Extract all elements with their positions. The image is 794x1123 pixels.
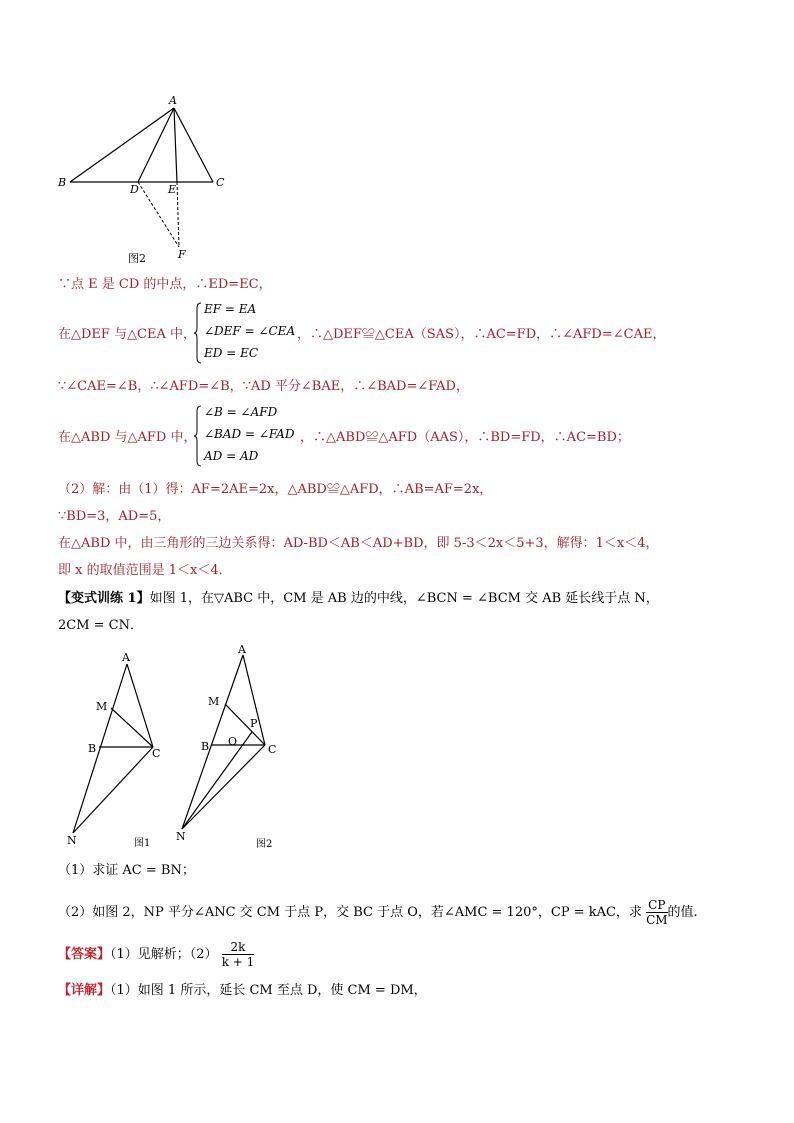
left-brace-icon (194, 302, 202, 364)
figure-1-triangle (60, 648, 170, 853)
brace2-row1: ∠B = ∠AFD (204, 405, 278, 419)
question-1: （1）求证 AC = BN； (58, 863, 195, 878)
line-3: ∵∠CAE=∠B，∴∠AFD=∠B，∵AD 平分∠BAE，∴∠BAD=∠FAD， (58, 379, 469, 394)
fig2b-label-C: C (268, 743, 277, 756)
question-2 (58, 898, 698, 927)
fig2b-label-B: B (201, 740, 210, 753)
answer-numerator: 2k (222, 940, 255, 955)
fig2-caption: 图2 (128, 252, 146, 265)
fraction-denominator: CM (646, 913, 668, 927)
answer-denominator: k + 1 (221, 955, 255, 969)
answer-line (58, 940, 254, 969)
question-2-tail: 的值. (667, 905, 698, 920)
exercise-line (58, 590, 659, 608)
brace-system-1 (194, 302, 304, 364)
fig2b-label-P: P (250, 717, 258, 730)
line-4-prefix: 在△ABD 与△AFD 中， (58, 430, 197, 445)
brace1-row3: ED = EC (204, 346, 259, 360)
exercise-line-2: 2CM = CN． (58, 618, 144, 633)
line-6: ∵BD=3，AD=5， (58, 509, 171, 524)
brace1-row2: ∠DEF = ∠CEA (204, 324, 296, 338)
answer-tag: 【答案】 (58, 947, 111, 962)
line-5: （2）解：由（1）得：AF=2AE=2x，△ABD≌△AFD，∴AB=AF=2x， (58, 482, 493, 497)
fraction-numerator: CP (646, 898, 667, 913)
figure-2-triangle-b (168, 643, 288, 853)
fig2b-caption: 图2 (256, 839, 273, 850)
line-8: 即 x 的取值范围是 1＜x＜4． (58, 563, 232, 578)
fig1-caption: 图1 (134, 838, 151, 849)
fig2b-label-O: O (228, 735, 238, 748)
line-7: 在△ABD 中，由三角形的三边关系得：AD-BD＜AB＜AD+BD，即 5-3＜2x＜5+3，解得：1＜x＜4， (58, 536, 659, 551)
brace1-row1: EF = EA (204, 302, 257, 316)
exercise-text: 如图 1，在▽ABC 中，CM 是 AB 边的中线，∠BCN = ∠BCM 交 AB 延长线于点 N， (149, 591, 659, 606)
detail-line (58, 982, 427, 1000)
fig2-label-B: B (58, 176, 67, 189)
line-2-prefix: 在△DEF 与△CEA 中， (58, 327, 197, 342)
fig2b-label-M: M (208, 695, 220, 708)
fig1-label-A: A (122, 651, 130, 664)
fig1-label-M: M (96, 700, 108, 713)
detail-tag: 【详解】 (58, 983, 111, 998)
question-2-text: （2）如图 2，NP 平分∠ANC 交 CM 于点 P，交 BC 于点 O，若∠AMC = 120°，CP = kAC，求 (58, 905, 642, 920)
line-1: ∵点 E 是 CD 的中点，∴ED=EC， (58, 277, 272, 292)
fig2b-label-A: A (238, 643, 246, 656)
answer-text: （1）见解析；（2） (110, 947, 218, 962)
fig1-label-N: N (67, 834, 77, 847)
brace2-row2: ∠BAD = ∠FAD (204, 427, 295, 441)
fig2-label-D: D (130, 183, 139, 196)
fig2-label-A: A (169, 94, 177, 107)
line-4-suffix: ，∴△ABD≌△AFD（AAS），∴BD=FD，∴AC=BD； (300, 430, 630, 445)
figure-2-triangle (50, 90, 240, 265)
fig2-label-C: C (216, 176, 225, 189)
question-2-fraction (646, 898, 667, 927)
fig1-label-C: C (152, 747, 161, 760)
line-2-suffix: ，∴△DEF≌△CEA（SAS），∴AC=FD，∴∠AFD=∠CAE， (297, 327, 666, 342)
brace-system-2 (194, 405, 304, 467)
brace2-row3: AD = AD (204, 449, 259, 463)
fig2-label-E: E (168, 183, 177, 196)
fig2-label-F: F (178, 248, 186, 261)
fig1-label-B: B (88, 742, 97, 755)
left-brace-icon (194, 405, 202, 467)
answer-fraction (222, 940, 255, 969)
fig2b-label-N: N (176, 830, 186, 843)
exercise-tag: 【变式训练 1】 (58, 591, 150, 606)
detail-text: （1）如图 1 所示，延长 CM 至点 D，使 CM = DM， (110, 983, 427, 998)
